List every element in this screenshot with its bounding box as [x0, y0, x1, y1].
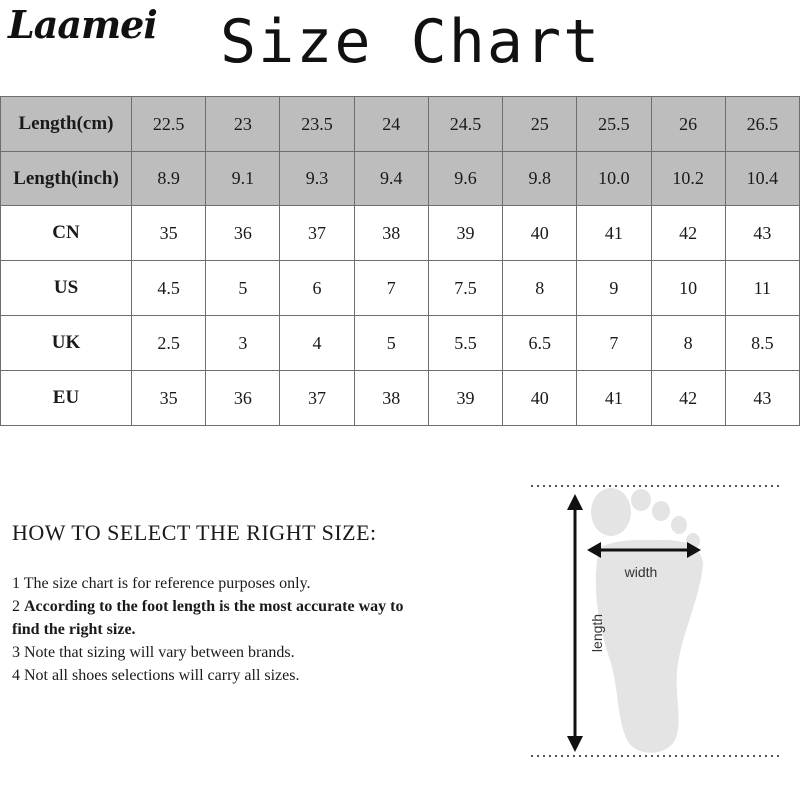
note-4: 4 Not all shoes selections will carry all sizes. [12, 667, 300, 684]
table-cell: 36 [206, 206, 280, 261]
note-1: 1 The size chart is for reference purposes only. [12, 575, 311, 592]
row-label: Length(inch) [1, 152, 132, 206]
table-cell: 5 [354, 316, 428, 371]
table-cell: 7.5 [428, 261, 502, 316]
table-cell: 8.9 [132, 152, 206, 206]
note-2-number: 2 [12, 598, 24, 615]
table-row-uk [1, 316, 800, 371]
table-cell: 24 [354, 97, 428, 152]
table-cell: 41 [577, 371, 651, 426]
table-cell: 4 [280, 316, 354, 371]
table-cell: 10.4 [725, 152, 799, 206]
table-cell: 26.5 [725, 97, 799, 152]
guide-heading: HOW TO SELECT THE RIGHT SIZE: [12, 520, 377, 545]
table-cell: 25 [503, 97, 577, 152]
table-cell: 6.5 [503, 316, 577, 371]
table-cell: 7 [577, 316, 651, 371]
note-2-bold-text: According to the foot length is the most accurate way to find the right size. [12, 598, 404, 638]
table-cell: 39 [428, 371, 502, 426]
row-label: EU [1, 371, 132, 426]
note-3: 3 Note that sizing will vary between brands. [12, 644, 295, 661]
table-cell: 6 [280, 261, 354, 316]
table-cell: 7 [354, 261, 428, 316]
table-cell: 10.2 [651, 152, 725, 206]
brand-logo: Laamei [8, 2, 157, 47]
foot-measurement-diagram [525, 478, 785, 768]
table-cell: 11 [725, 261, 799, 316]
table-cell: 8 [503, 261, 577, 316]
table-cell: 2.5 [132, 316, 206, 371]
table-cell: 38 [354, 206, 428, 261]
table-cell: 5.5 [428, 316, 502, 371]
table-cell: 41 [577, 206, 651, 261]
table-cell: 9 [577, 261, 651, 316]
table-cell: 40 [503, 206, 577, 261]
table-cell: 9.4 [354, 152, 428, 206]
table-cell: 36 [206, 371, 280, 426]
table-cell: 22.5 [132, 97, 206, 152]
table-cell: 4.5 [132, 261, 206, 316]
table-cell: 25.5 [577, 97, 651, 152]
table-cell: 43 [725, 206, 799, 261]
table-cell: 23.5 [280, 97, 354, 152]
table-cell: 43 [725, 371, 799, 426]
table-cell: 42 [651, 206, 725, 261]
table-cell: 8 [651, 316, 725, 371]
table-cell: 9.6 [428, 152, 502, 206]
length-label: length [589, 613, 605, 653]
table-row-cn [1, 206, 800, 261]
table-cell: 35 [132, 206, 206, 261]
table-cell: 10 [651, 261, 725, 316]
row-label: UK [1, 316, 132, 371]
table-cell: 9.1 [206, 152, 280, 206]
table-cell: 9.8 [503, 152, 577, 206]
table-cell: 37 [280, 206, 354, 261]
row-label: CN [1, 206, 132, 261]
table-row-eu [1, 371, 800, 426]
table-cell: 10.0 [577, 152, 651, 206]
table-cell: 5 [206, 261, 280, 316]
table-cell: 38 [354, 371, 428, 426]
table-cell: 26 [651, 97, 725, 152]
page-title: Size Chart [220, 7, 602, 77]
table-row-us [1, 261, 800, 316]
table-cell: 3 [206, 316, 280, 371]
table-cell: 35 [132, 371, 206, 426]
table-cell: 24.5 [428, 97, 502, 152]
table-cell: 39 [428, 206, 502, 261]
table-cell: 42 [651, 371, 725, 426]
table-row-length-cm [1, 97, 800, 152]
length-arrow [567, 494, 583, 752]
size-table [0, 96, 800, 426]
table-cell: 8.5 [725, 316, 799, 371]
table-cell: 23 [206, 97, 280, 152]
note-2 [12, 595, 432, 641]
table-cell: 40 [503, 371, 577, 426]
table-cell: 9.3 [280, 152, 354, 206]
row-label: Length(cm) [1, 97, 132, 152]
row-label: US [1, 261, 132, 316]
foot-icon [591, 488, 703, 753]
guide-notes [12, 572, 432, 687]
table-row-length-inch [1, 152, 800, 206]
width-label: width [624, 564, 658, 580]
table-cell: 37 [280, 371, 354, 426]
